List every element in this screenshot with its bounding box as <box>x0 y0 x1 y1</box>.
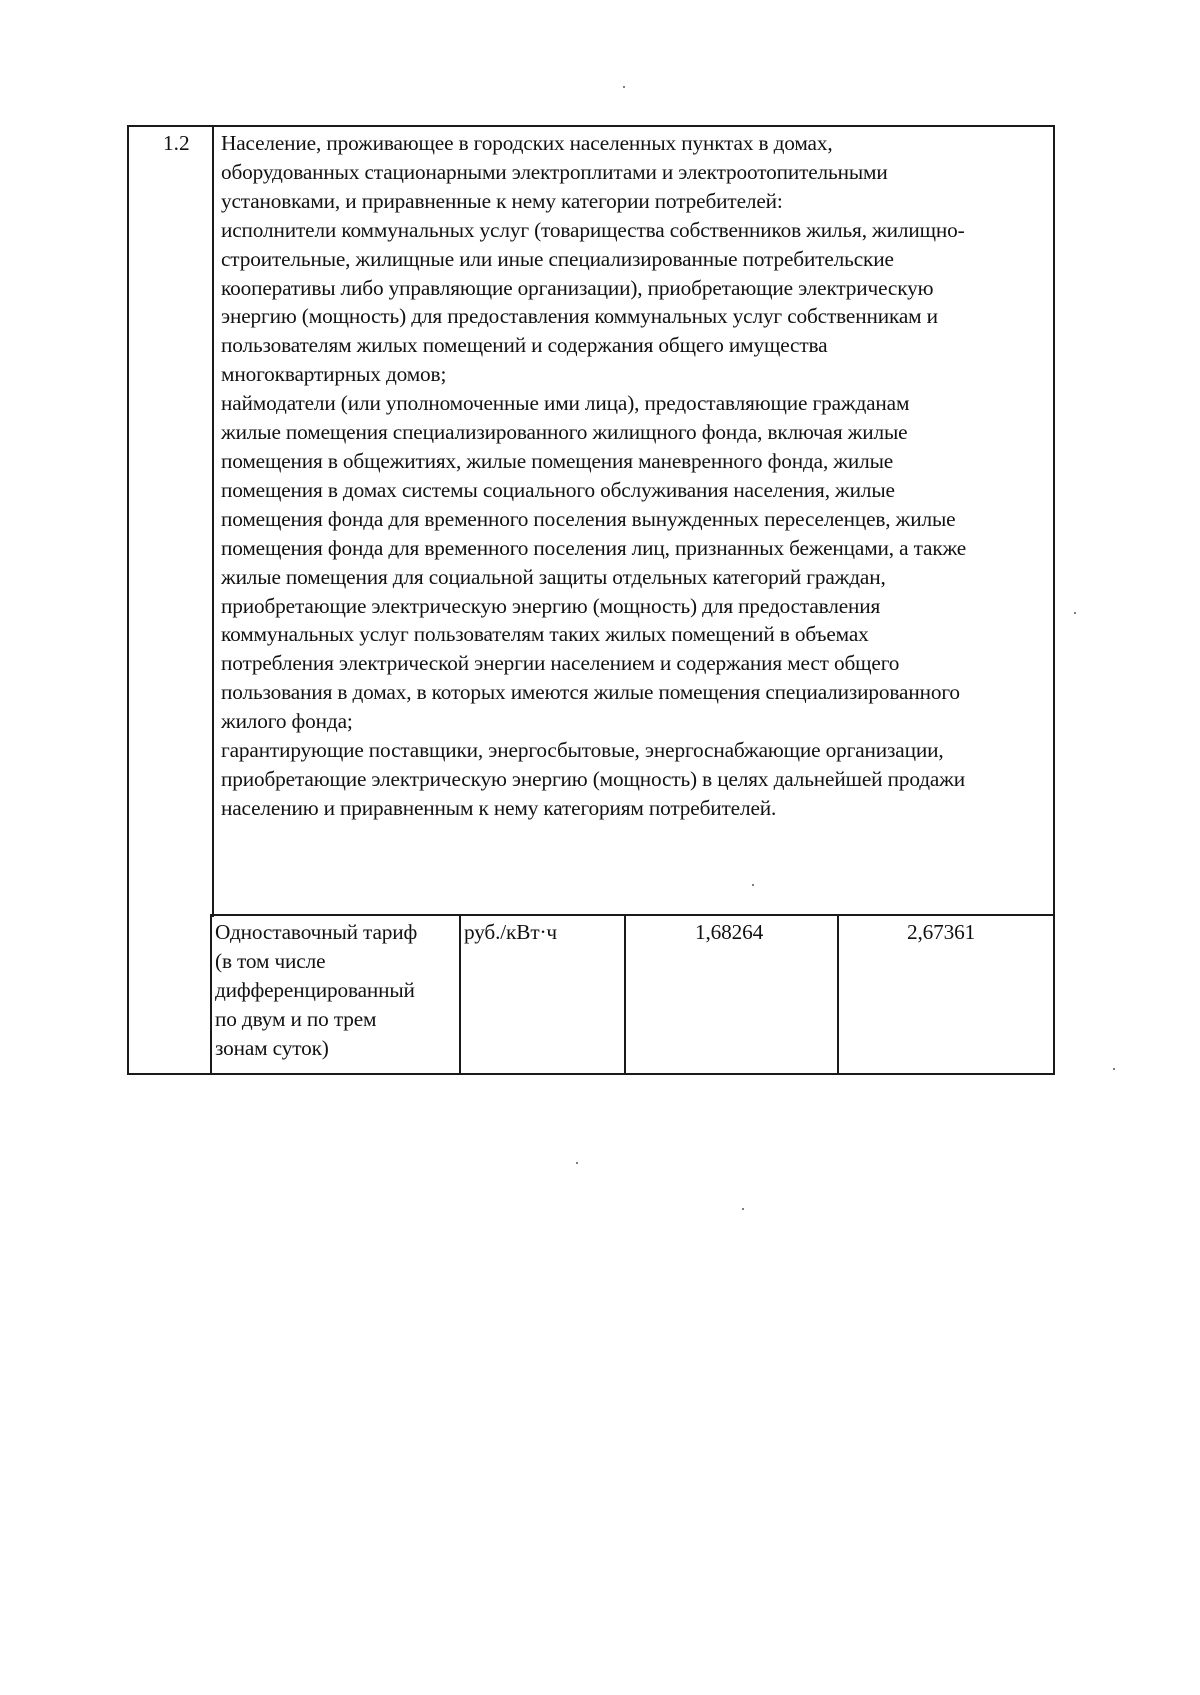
description-line: энергию (мощность) для предоставления коммунальных услуг собственникам и <box>221 304 938 329</box>
description-line: приобретающие электрическую энергию (мощность) для предоставления <box>221 593 881 618</box>
description-line: исполнители коммунальных услуг (товарищества собственников жилья, жилищно- <box>221 217 965 242</box>
description-line: помещения в домах системы социального обслуживания населения, жилые <box>221 477 895 502</box>
description-line: пользования в домах, в которых имеются жилые помещения специализированного <box>221 680 960 705</box>
value1-column-divider <box>624 914 626 1075</box>
scan-speck <box>623 86 625 88</box>
table-border-left <box>127 125 129 1075</box>
description-line: Население, проживающее в городских населенных пунктах в домах, <box>221 131 833 155</box>
tariff-name-line: по двум и по трем <box>215 1006 377 1031</box>
description-line: помещения в общежитиях, жилые помещения маневренного фонда, жилые <box>221 448 894 473</box>
description-line: гарантирующие поставщики, энергосбытовые, энергоснабжающие организации, <box>221 738 944 763</box>
unit-column-divider <box>459 914 461 1075</box>
description-line: жилые помещения для социальной защиты отдельных категорий граждан, <box>221 564 886 589</box>
scan-speck <box>752 884 754 886</box>
description-line: оборудованных стационарными электроплитами и электроотопительными <box>221 159 888 184</box>
table-border-top <box>127 125 1055 127</box>
description-line: установками, и приравненные к нему категории потребителей: <box>221 188 783 213</box>
value2-column-divider <box>837 914 839 1075</box>
subrow-divider <box>210 914 1055 916</box>
description-line: помещения фонда для временного поселения лиц, признанных беженцами, а также <box>221 535 967 560</box>
scan-speck <box>576 1162 578 1164</box>
description-line: помещения фонда для временного поселения вынужденных переселенцев, жилые <box>221 506 956 531</box>
table-border-bottom <box>127 1073 1055 1075</box>
scan-speck <box>1113 1068 1115 1070</box>
number-column-divider-lower <box>210 915 212 1075</box>
description-line: жилого фонда; <box>221 709 353 734</box>
description-line: приобретающие электрическую энергию (мощность) в целях дальнейшей продажи <box>221 766 965 791</box>
number-column-divider-upper <box>212 125 214 917</box>
tariff-name-cell <box>215 918 417 1063</box>
scan-speck <box>742 1208 744 1210</box>
description-line: наймодатели (или уполномоченные ими лица), предоставляющие гражданам <box>221 391 910 416</box>
tariff-name-line: Одноставочный тариф <box>215 920 418 944</box>
tariff-name-line: дифференцированный <box>215 977 415 1002</box>
description-line: пользователям жилых помещений и содержания общего имущества <box>221 333 828 358</box>
scan-speck <box>1074 612 1076 614</box>
tariff-value-1-cell: 1,68264 <box>695 920 764 944</box>
tariff-name-line: зонам суток) <box>215 1035 329 1060</box>
description-line: жилые помещения специализированного жилищного фонда, включая жилые <box>221 420 908 445</box>
table-border-right <box>1053 125 1055 1075</box>
row-description <box>221 129 966 823</box>
tariff-table <box>127 125 1055 1075</box>
description-line: потребления электрической энергии населением и содержания мест общего <box>221 651 900 676</box>
description-line: коммунальных услуг пользователям таких жилых помещений в объемах <box>221 622 869 647</box>
description-line: многоквартирных домов; <box>221 362 447 387</box>
row-number: 1.2 <box>163 131 190 155</box>
tariff-unit-cell: руб./кВт·ч <box>464 920 557 944</box>
description-line: кооперативы либо управляющие организации), приобретающие электрическую <box>221 275 934 300</box>
description-line: населению и приравненным к нему категориям потребителей. <box>221 795 777 820</box>
tariff-value-2-cell: 2,67361 <box>907 920 976 944</box>
tariff-name-line: (в том числе <box>215 948 326 973</box>
description-line: строительные, жилищные или иные специализированные потребительские <box>221 246 894 271</box>
